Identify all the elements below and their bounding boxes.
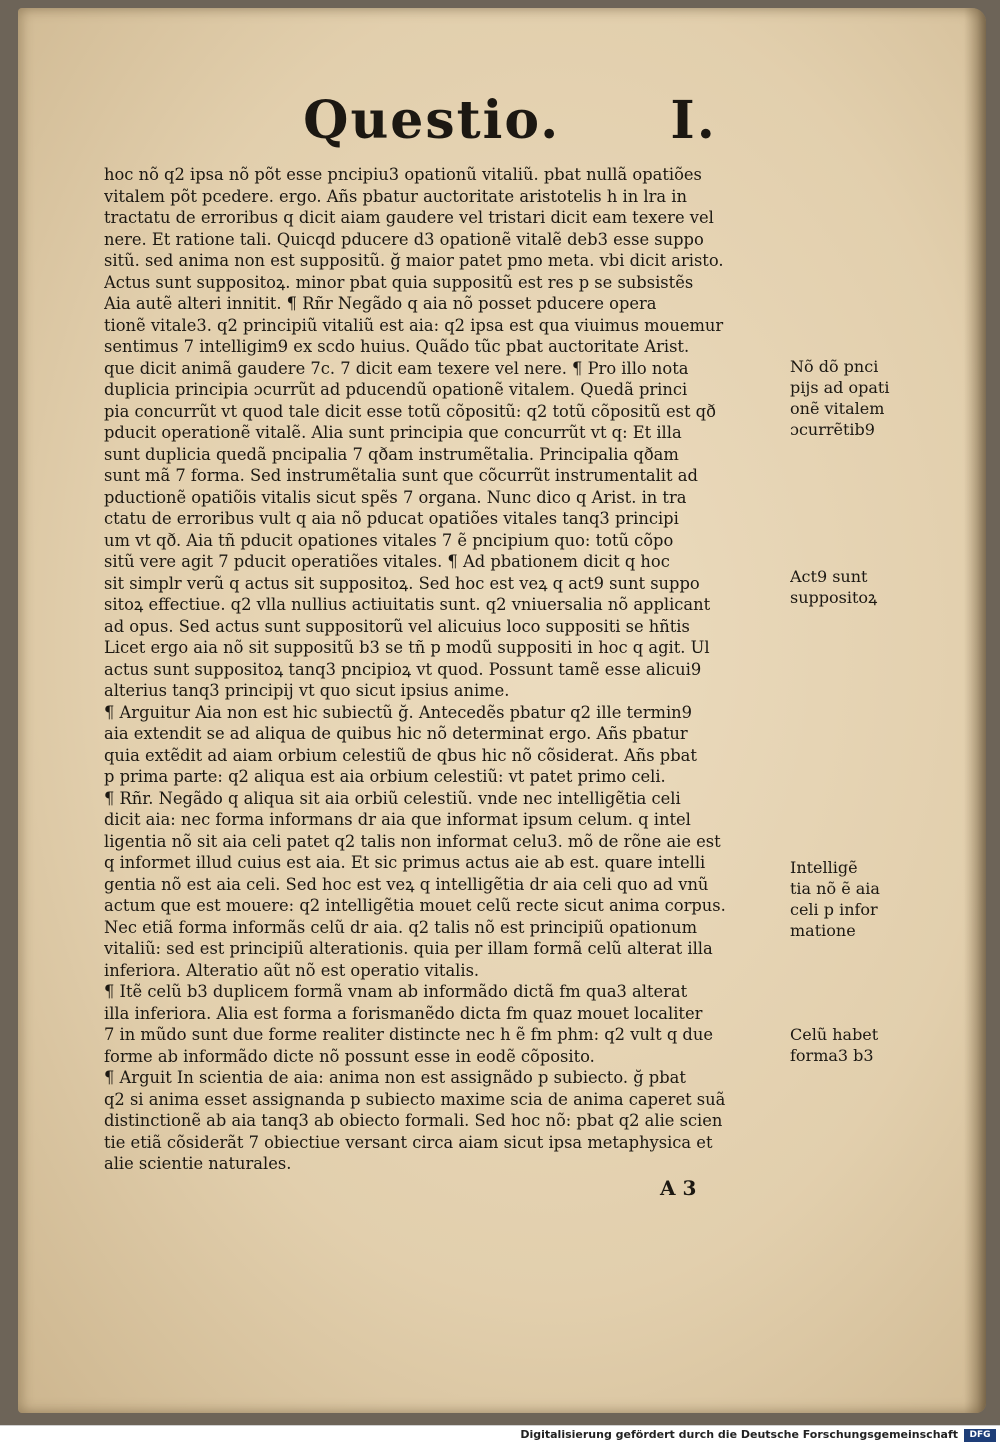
- text-line: sentimus 7 intelligim9 ex scdo huius. Quãdo tũc pbat auctoritate Arist.: [104, 337, 690, 356]
- text-line: ad opus. Sed actus sunt suppositorũ vel alicuius loco suppositi se hñtis: [104, 616, 690, 636]
- text-line: hoc nõ q2 ipsa nõ põt esse pncipiu3 opationũ vitaliũ. pbat nullã opatiões: [104, 165, 702, 184]
- text-line: Licet ergo aia nõ sit suppositũ b3 se tñ p modũ suppositi in hoc q agit. Ul: [104, 638, 710, 657]
- text-line: actum que est mouere: q2 intelligẽtia mouet celũ recte sicut anima corpus.: [104, 896, 726, 915]
- text-line: quia extẽdit ad aiam orbium celestiũ de qbus hic nõ cõsiderat. Añs pbat: [104, 745, 697, 765]
- text-line: inferiora. Alteratio aũt nõ est operatio vitalis.: [104, 960, 480, 980]
- running-head-word: Questio.: [303, 90, 561, 151]
- text-line: alie scientie naturales.: [104, 1154, 292, 1173]
- text-line: Actus sunt suppositoꝝ. minor pbat quia suppositũ est res p se subsistẽs: [104, 272, 694, 292]
- footer-credit: Digitalisierung gefördert durch die Deutsche Forschungsgemeinschaft: [520, 1428, 958, 1441]
- text-line: duplicia principia ɔcurrũt ad pducendũ opationẽ vitalem. Quedã princi: [104, 380, 688, 399]
- dfg-logo-icon: DFG: [964, 1429, 996, 1442]
- text-line: p prima parte: q2 aliqua est aia orbium celestiũ: vt patet primo celi.: [104, 767, 666, 786]
- running-head-number: I.: [670, 90, 717, 151]
- margin-note-line: celi p infor: [790, 900, 878, 919]
- margin-note-line: matione: [790, 921, 856, 940]
- text-line: pia concurrũt vt quod tale dicit esse totũ cõpositũ: q2 totũ cõpositũ est qð: [104, 401, 716, 421]
- text-line: aia extendit se ad aliqua de quibus hic nõ determinat ergo. Añs pbatur: [104, 724, 688, 743]
- margin-note-line: tia nõ ẽ aia: [790, 879, 880, 898]
- text-line: ¶ Arguit In scientia de aia: anima non est assignãdo p subiecto. ğ pbat: [104, 1068, 686, 1087]
- text-line: distinctionẽ ab aia tanq3 ab obiecto formali. Sed hoc nõ: pbat q2 alie scien: [104, 1111, 723, 1130]
- margin-note-line: pijs ad opati: [790, 378, 890, 397]
- signature-mark: A 3: [660, 1176, 697, 1200]
- text-line: que dicit animã gaudere 7c. 7 dicit eam texere vel nere. ¶ Pro illo nota: [104, 358, 689, 378]
- text-line: vitaliũ: sed est principiũ alterationis. quia per illam formã celũ alterat illa: [104, 939, 713, 958]
- margin-note-line: Nõ dõ pnci: [790, 357, 879, 376]
- margin-note-3: [790, 857, 940, 941]
- margin-note-line: suppositoꝝ: [790, 588, 878, 607]
- text-line: sit simplr verũ q actus sit suppositoꝝ. Sed hoc est veꝝ q act9 sunt suppo: [104, 573, 700, 593]
- main-text-block: [104, 164, 784, 1175]
- margin-note-1: [790, 356, 940, 440]
- text-line: ¶ Itẽ celũ b3 duplicem formã vnam ab informãdo dictã fm qua3 alterat: [104, 982, 688, 1001]
- margin-note-4: [790, 1024, 940, 1066]
- text-line: sitũ vere agit 7 pducit operatiões vitales. ¶ Ad pbationem dicit q hoc: [104, 552, 670, 571]
- text-line: tie etiã cõsiderãt 7 obiectiue versant circa aiam sicut ipsa metaphysica et: [104, 1132, 713, 1152]
- text-line: gentia nõ est aia celi. Sed hoc est veꝝ q intelligẽtia dr aia celi quo ad vnũ: [104, 874, 709, 894]
- margin-note-line: Act9 sunt: [790, 567, 868, 586]
- text-line: alterius tanq3 principij vt quo sicut ipsius anime.: [104, 681, 510, 700]
- text-line: actus sunt suppositoꝝ tanq3 pncipioꝝ vt quod. Possunt tamẽ esse alicui9: [104, 659, 702, 679]
- text-line: tractatu de erroribus q dicit aiam gaudere vel tristari dicit eam texere vel: [104, 208, 714, 227]
- text-line: 7 in mũdo sunt due forme realiter distincte nec h ẽ fm phm: q2 vult q due: [104, 1025, 713, 1044]
- margin-note-line: forma3 b3: [790, 1046, 874, 1065]
- running-head: [300, 90, 720, 151]
- text-line: ¶ Arguitur Aia non est hic subiectũ ğ. Antecedẽs pbatur q2 ille termin9: [104, 702, 693, 722]
- text-line: Nec etiã forma informãs celũ dr aia. q2 talis nõ est principiũ opationum: [104, 917, 698, 937]
- text-line: forme ab informãdo dicte nõ possunt esse in eodẽ cõposito.: [104, 1046, 595, 1066]
- text-line: sunt duplicia quedã pncipalia 7 qðam instrumẽtalia. Principalia qðam: [104, 444, 679, 464]
- text-line: pducit operationẽ vitalẽ. Alia sunt principia que concurrũt vt q: Et illa: [104, 423, 682, 442]
- text-line: sitoꝝ effectiue. q2 vlla nullius actiuitatis sunt. q2 vniuersalia nõ applicant: [104, 595, 711, 614]
- text-line: tionẽ vitale3. q2 principiũ vitaliũ est aia: q2 ipsa est qua viuimus mouemur: [104, 315, 724, 335]
- text-line: dicit aia: nec forma informans dr aia que informat ipsum celum. q intel: [104, 810, 691, 829]
- text-line: Aia autẽ alteri innitit. ¶ Rñr Negãdo q aia nõ posset pducere opera: [104, 294, 657, 313]
- text-line: illa inferiora. Alia est forma a forismanẽdo dicta fm quaz mouet localiter: [104, 1003, 703, 1023]
- text-line: ctatu de erroribus vult q aia nõ pducat opatiões vitales tanq3 principi: [104, 509, 679, 528]
- margin-note-line: Intelligẽ: [790, 858, 858, 877]
- margin-note-line: onẽ vitalem: [790, 399, 885, 418]
- text-line: q2 si anima esset assignanda p subiecto maxime scia de anima caperet suã: [104, 1089, 726, 1109]
- footer-bar: [0, 1425, 1000, 1446]
- text-line: pductionẽ opatiõis vitalis sicut spẽs 7 organa. Nunc dico q Arist. in tra: [104, 487, 687, 507]
- text-line: um vt qð. Aia tñ pducit opationes vitales 7 ẽ pncipium quo: totũ cõpo: [104, 530, 674, 550]
- text-line: nere. Et ratione tali. Quicqd pducere d3 opationẽ vitalẽ deb3 esse suppo: [104, 229, 704, 249]
- text-line: ¶ Rñr. Negãdo q aliqua sit aia orbiũ celestiũ. vnde nec intelligẽtia celi: [104, 788, 681, 808]
- text-line: sunt mã 7 forma. Sed instrumẽtalia sunt que cõcurrũt instrumentalit ad: [104, 466, 698, 485]
- text-line: sitũ. sed anima non est suppositũ. ğ maior patet pmo meta. vbi dicit aristo.: [104, 251, 724, 270]
- margin-note-line: ɔcurrẽtib9: [790, 420, 875, 439]
- text-line: ligentia nõ sit aia celi patet q2 talis non informat celu3. mõ de rõne aie est: [104, 831, 721, 851]
- text-line: vitalem põt pcedere. ergo. Añs pbatur auctoritate aristotelis h in lra in: [104, 186, 687, 206]
- margin-note-line: Celũ habet: [790, 1025, 879, 1044]
- page-edge-shadow: [964, 8, 986, 1413]
- text-line: q informet illud cuius est aia. Et sic primus actus aie ab est. quare intelli: [104, 853, 706, 872]
- margin-note-2: [790, 566, 940, 608]
